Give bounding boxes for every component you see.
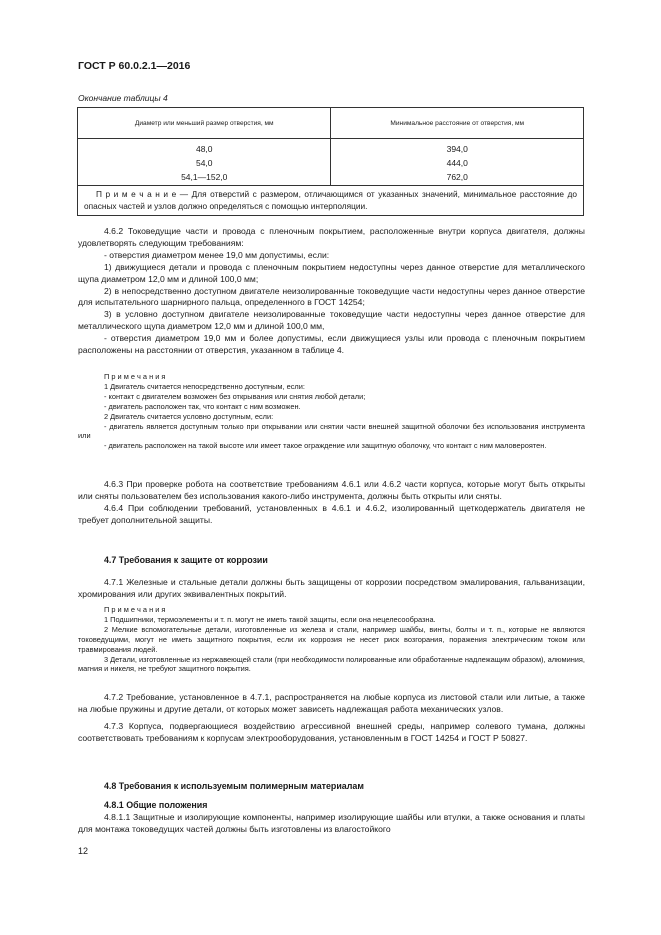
- notes-4-6-2: [78, 372, 585, 451]
- table-cell: 444,0: [331, 156, 584, 170]
- notes-4-7: [78, 605, 585, 674]
- column-header-distance: Минимальное расстояние от отверстия, мм: [331, 108, 584, 139]
- paragraph: 3) в условно доступном двигателе неизолированные токоведущие части недоступны через данное отверстие для металлического щупа диаметром 12,0 мм и длиной 100,0 мм,: [78, 309, 585, 332]
- table-note-label: П р и м е ч а н и е: [96, 189, 177, 199]
- note-item: 2 Мелкие вспомогательные детали, изготовленные из железа и стали, например шайбы, винты, болты и т. п., которые не являются токоведущими, могут не иметь защитного покрытия, если их коррозия не несет риск возгорания, поражения электрическим током или травмирования людей.: [78, 624, 585, 654]
- paragraph: 4.7.1 Железные и стальные детали должны быть защищены от коррозии посредством эмалирования, гальванизации, хромирования или других эквивалентных покрытий.: [78, 576, 585, 599]
- page-number: 12: [78, 846, 89, 856]
- table-note: [78, 186, 584, 216]
- table-cell: 48,0: [78, 139, 331, 157]
- paragraph: 1) движущиеся детали и провода с пленочным покрытием недоступны через данное отверстие для металлического щупа диаметром 12,0 мм и длиной 100,0 мм;: [78, 261, 585, 284]
- paragraph: 4.7.3 Корпуса, подвергающиеся воздействию агрессивной внешней среды, например солевого тумана, должны соответствовать требованиям к корпусам электрооборудования, установленным в ГОСТ 14254 и ГОСТ Р 50827.: [78, 720, 585, 743]
- note-item: - двигатель расположен на такой высоте или имеет такое ограждение или защитную оболочку, что контакт с ним маловероятен.: [104, 441, 547, 451]
- table-cell: 762,0: [331, 170, 584, 186]
- note-item: - двигатель расположен так, что контакт с ним возможен.: [104, 401, 301, 411]
- table-cell: 54,0: [78, 156, 331, 170]
- table-row: [78, 139, 584, 157]
- section-4-7-2-3: [78, 692, 585, 745]
- table-note-text: — Для отверстий с размером, отличающимся от указанных значений, минимальное расстояние до опасных частей и узлов должно определяться с помощью интерполяции.: [84, 189, 578, 211]
- notes-title: П р и м е ч а н и я: [104, 372, 166, 381]
- paragraph: 4.7.2 Требование, установленное в 4.7.1, распространяется на любые корпуса из листовой стали или литые, а также на любые пружины и другие детали, от которых может зависеть надлежащая работа механических узлов.: [78, 692, 585, 714]
- table-4-end: [77, 107, 584, 216]
- section-heading: 4.7 Требования к защите от коррозии: [104, 555, 268, 565]
- table-cell: 54,1—152,0: [78, 170, 331, 186]
- paragraph: - отверстия диаметром 19,0 мм и более допустимы, если движущиеся узлы или провода с пленочным покрытием расположены на расстоянии от отверстия, указанном в таблице 4.: [78, 333, 585, 356]
- table-note-row: [78, 186, 584, 216]
- paragraph: 4.6.2 Токоведущие части и провода с пленочным покрытием, расположенные внутри корпуса двигателя, должны удовлетворять следующим требованиям:: [78, 226, 585, 248]
- section-heading: 4.8 Требования к используемым полимерным материалам: [104, 781, 364, 791]
- table-caption: Окончание таблицы 4: [78, 93, 168, 103]
- notes-title: П р и м е ч а н и я: [104, 605, 166, 614]
- table-row: [78, 170, 584, 186]
- paragraph: 4.6.4 При соблюдении требований, установленных в 4.6.1 и 4.6.2, изолированный щеткодержатель двигателя не требует дополнительной защиты.: [78, 502, 585, 525]
- note-item: - контакт с двигателем возможен без открывания или снятия любой детали;: [104, 391, 366, 401]
- note-item: 3 Детали, изготовленные из нержавеющей стали (при необходимости полированные или обработанные надлежащим образом), алюминия, магния и никеля, не требуют защитного покрытия.: [78, 654, 585, 674]
- paragraph: 2) в непосредственно доступном двигателе неизолированные токоведущие части недоступны через данное отверстие для испытательного шарнирного пальца, определенного в ГОСТ 14254;: [78, 285, 585, 308]
- subsection-heading: 4.8.1 Общие положения: [104, 799, 208, 810]
- section-4-6-2: [78, 226, 585, 357]
- column-header-diameter: Диаметр или меньший размер отверстия, мм: [78, 108, 331, 139]
- note-item: 1 Подшипники, термоэлементы и т. п. могут не иметь такой защиты, если она нецелесообразна.: [104, 614, 436, 624]
- note-item: 2 Двигатель считается условно доступным, если:: [104, 411, 274, 421]
- table-header-row: [78, 108, 584, 139]
- table-row: [78, 156, 584, 170]
- note-item: 1 Двигатель считается непосредственно доступным, если:: [104, 381, 305, 391]
- paragraph: 4.6.3 При проверке робота на соответствие требованиям 4.6.1 или 4.6.2 части корпуса, которые могут быть открыты или сняты пользователем без использования какого-либо инструмента, должны быть открыты или сняты.: [78, 479, 585, 501]
- section-4-8: [78, 781, 585, 836]
- paragraph: - отверстия диаметром менее 19,0 мм допустимы, если:: [104, 249, 330, 260]
- standard-header: ГОСТ Р 60.0.2.1—2016: [78, 60, 191, 72]
- table-cell: 394,0: [331, 139, 584, 157]
- paragraph: 4.8.1.1 Защитные и изолирующие компоненты, например изолирующие шайбы или втулки, а также основания и платы для монтажа токоведущих частей должны быть изготовлены из влагостойкого: [78, 811, 585, 834]
- note-item: - двигатель является доступным только при открывании или снятии части внешней защитной оболочки без использования инструмента или: [78, 421, 585, 441]
- section-4-6-3-4: [78, 479, 585, 527]
- section-4-7: [78, 555, 585, 601]
